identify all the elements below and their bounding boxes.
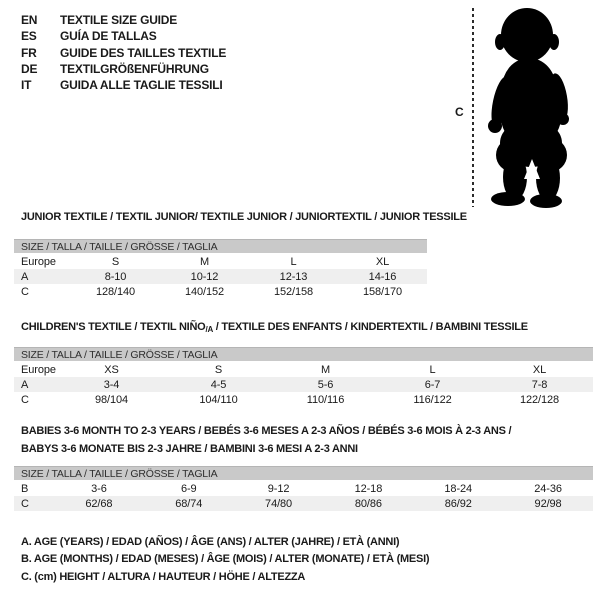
language-title: GUIDE DES TAILLES TEXTILE (60, 45, 227, 60)
size-cell: 9-12 (267, 482, 290, 495)
row-label: C (21, 497, 29, 510)
children-table (14, 362, 593, 407)
language-code: EN (21, 13, 38, 27)
size-cell: 158/170 (362, 285, 403, 298)
size-cell: L (429, 363, 436, 376)
height-measure-dashed-line (472, 8, 474, 207)
junior-size-table (14, 239, 427, 299)
babies-size-table (14, 466, 593, 511)
language-row-it (21, 77, 226, 93)
size-cell: 6-9 (180, 482, 197, 495)
size-header-bar: SIZE / TALLA / TAILLE / GRÖSSE / TAGLIA (14, 347, 593, 361)
size-cell: 7-8 (531, 378, 548, 391)
language-title-list (21, 12, 226, 93)
babies-title-line2: BABYS 3-6 MONATE BIS 2-3 JAHRE / BAMBINI 3-6 MESI A 2-3 ANNI (21, 442, 358, 455)
size-cell: 18-24 (444, 482, 473, 495)
legend-notes (21, 534, 429, 586)
children-title-text: / TEXTILE DES ENFANTS / KINDERTEXTIL / BAMBINI TESSILE (212, 321, 528, 333)
language-title: TEXTILGRÖßENFÜHRUNG (60, 61, 209, 76)
size-cell: 12-13 (279, 270, 308, 283)
table-row (14, 269, 427, 284)
size-cell: 4-5 (210, 378, 227, 391)
size-cell: 110/116 (306, 393, 345, 406)
size-cell: 24-36 (534, 482, 562, 495)
size-cell: S (111, 255, 120, 268)
note-age-months: B. AGE (MONTHS) / EDAD (MESES) / ÂGE (MOIS) / ALTER (MONATE) / ETÀ (MESI) (21, 553, 430, 566)
size-cell: 152/158 (273, 285, 314, 298)
row-label: Europe (21, 363, 56, 376)
row-label: A (21, 378, 29, 391)
table-row (14, 481, 593, 496)
language-code: ES (21, 29, 37, 44)
size-cell: 104/110 (199, 393, 238, 406)
babies-title-line1: BABIES 3-6 MONTH TO 2-3 YEARS / BEBÉS 3-6 MESES A 2-3 AÑOS / BÉBÉS 3-6 MOIS À 2-3 ANS / (21, 425, 512, 437)
size-cell: S (214, 363, 223, 376)
size-cell: 3-6 (91, 482, 107, 495)
size-cell: XL (375, 255, 390, 268)
row-label: C (21, 285, 29, 298)
junior-section-title: JUNIOR TEXTILE / TEXTIL JUNIOR/ TEXTILE JUNIOR / JUNIORTEXTIL / JUNIOR TESSILE (21, 211, 467, 223)
babies-section-title (21, 423, 511, 458)
language-code: IT (21, 78, 32, 93)
size-cell: M (320, 363, 331, 376)
junior-table (14, 254, 427, 299)
size-cell: 68/74 (175, 497, 203, 510)
language-title: GUIDA ALLE TAGLIE TESSILI (60, 78, 223, 93)
size-cell: 14-16 (368, 270, 397, 283)
children-title-subscript: /A (205, 325, 213, 334)
size-header-bar: SIZE / TALLA / TAILLE / GRÖSSE / TAGLIA (14, 466, 593, 480)
language-row-es (21, 28, 226, 44)
size-cell: 6-7 (424, 378, 441, 391)
height-measure-label: C (455, 105, 464, 119)
size-cell: XS (104, 363, 119, 376)
row-label: A (21, 270, 29, 283)
row-label: C (21, 393, 29, 406)
row-label: B (21, 482, 29, 495)
table-row (14, 377, 593, 392)
size-cell: 98/104 (94, 393, 129, 406)
size-cell: 12-18 (354, 482, 383, 495)
baby-silhouette-icon (477, 5, 585, 208)
size-cell: 5-6 (317, 378, 334, 391)
size-cell: 62/68 (85, 497, 113, 510)
size-header-bar: SIZE / TALLA / TAILLE / GRÖSSE / TAGLIA (14, 239, 427, 253)
table-row (14, 284, 427, 299)
size-cell: XL (532, 363, 547, 376)
language-title: TEXTILE SIZE GUIDE (60, 13, 178, 27)
table-row (14, 362, 593, 377)
language-row-en (21, 12, 226, 28)
note-height-cm: C. (cm) HEIGHT / ALTURA / HAUTEUR / HÖHE / ALTEZZA (21, 570, 306, 583)
language-title: GUÍA DE TALLAS (60, 29, 157, 44)
children-section-title (21, 321, 528, 334)
language-code: FR (21, 45, 37, 60)
size-cell: 92/98 (534, 497, 562, 510)
children-size-table (14, 347, 593, 407)
size-cell: L (290, 255, 297, 268)
babies-table (14, 481, 593, 511)
table-row (14, 254, 427, 269)
size-cell: 140/152 (184, 285, 225, 298)
table-row (14, 496, 593, 511)
size-cell: 3-4 (103, 378, 120, 391)
size-cell: 8-10 (104, 270, 127, 283)
language-row-de (21, 61, 226, 77)
size-cell: M (199, 255, 210, 268)
size-cell: 80/86 (354, 497, 382, 510)
size-cell: 10-12 (190, 270, 219, 283)
size-cell: 86/92 (444, 497, 472, 510)
children-title-text: CHILDREN'S TEXTILE / TEXTIL NIÑO (21, 321, 206, 333)
size-cell: 122/128 (519, 393, 560, 406)
size-cell: 116/122 (413, 393, 452, 406)
note-age-years: A. AGE (YEARS) / EDAD (AÑOS) / ÂGE (ANS) / ALTER (JAHRE) / ETÀ (ANNI) (21, 536, 400, 548)
language-code: DE (21, 61, 38, 76)
table-row (14, 392, 593, 407)
size-cell: 74/80 (265, 497, 293, 510)
row-label: Europe (21, 255, 56, 268)
language-row-fr (21, 45, 226, 61)
size-cell: 128/140 (95, 285, 136, 298)
